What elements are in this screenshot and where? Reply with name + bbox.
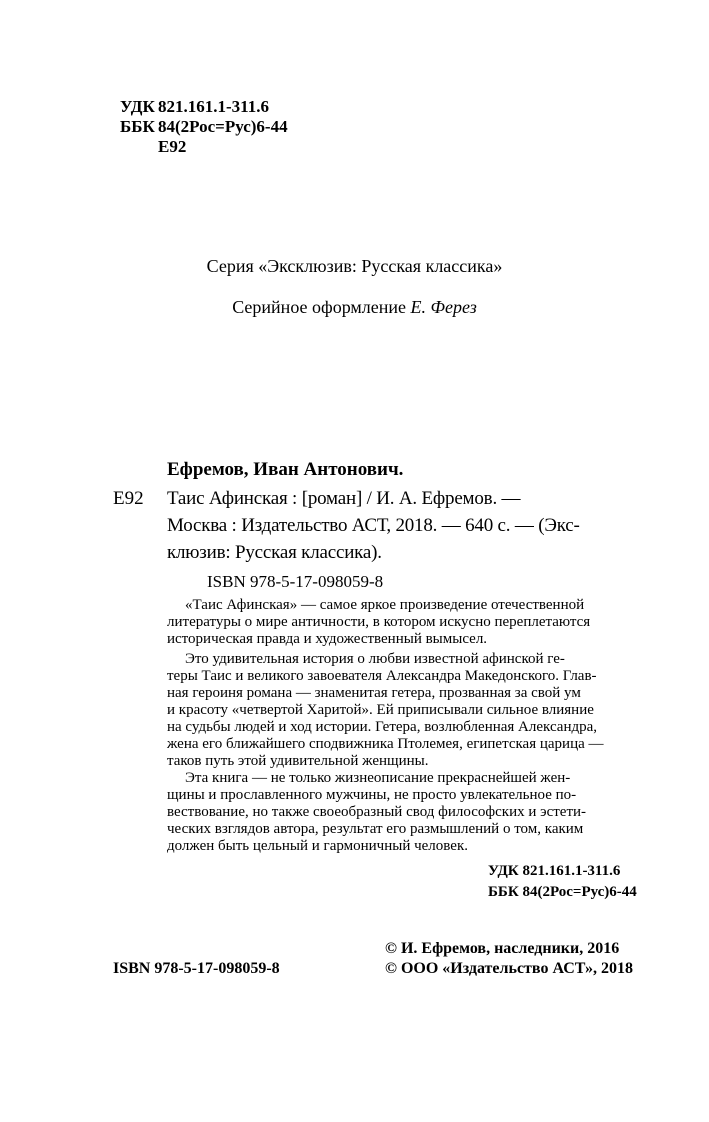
annotation-line: Эта книга — не только жизнеописание прекраснейшей жен- bbox=[185, 770, 571, 786]
author-mark-row bbox=[120, 137, 288, 157]
annotation-line: и красоту «четвертой Харитой». Ей приписывали сильное влияние bbox=[167, 702, 594, 718]
bbk-label: ББК bbox=[120, 117, 155, 136]
footer-udk: УДК 821.161.1-311.6 bbox=[488, 863, 621, 879]
annotation-line: жена его ближайшего сподвижника Птолемея, египетская царица — bbox=[167, 736, 604, 752]
designer-name: Е. Ферез bbox=[410, 297, 477, 317]
udk-row bbox=[120, 97, 288, 117]
annotation-line: ная героиня романа — знаменитая гетера, прозванная за свой ум bbox=[167, 685, 581, 701]
annotation-line: «Таис Афинская» — самое яркое произведение отечественной bbox=[185, 597, 585, 613]
footer-isbn: ISBN 978-5-17-098059-8 bbox=[113, 960, 280, 977]
annotation-line: ческих взглядов автора, результат его размышлений о том, каким bbox=[167, 821, 584, 837]
annotation-line: вествование, но также своеобразный свод философских и эстети- bbox=[167, 804, 587, 820]
annotation-line: Это удивительная история о любви известной афинской ге- bbox=[185, 651, 565, 667]
series-line: Серия «Эксклюзив: Русская классика» bbox=[206, 256, 503, 276]
annotation-line: таков путь этой удивительной женщины. bbox=[167, 753, 429, 769]
design-line bbox=[0, 297, 709, 318]
annotation-line: историческая правда и художественный вымысел. bbox=[167, 631, 488, 647]
author-code: Е92 bbox=[113, 488, 144, 509]
udk-label: УДК bbox=[120, 97, 155, 116]
footer-bbk: ББК 84(2Рос=Рус)6-44 bbox=[488, 884, 637, 900]
isbn-line: ISBN 978-5-17-098059-8 bbox=[207, 572, 384, 591]
classification-block bbox=[120, 97, 288, 157]
biblio-line: клюзив: Русская классика). bbox=[167, 542, 382, 563]
biblio-line: Таис Афинская : [роман] / И. А. Ефремов. — bbox=[167, 488, 521, 509]
bbk-row bbox=[120, 117, 288, 137]
author-heading: Ефремов, Иван Антонович. bbox=[167, 459, 404, 480]
design-prefix: Серийное оформление bbox=[232, 297, 411, 317]
annotation-line: должен быть цельный и гармоничный человек. bbox=[167, 838, 468, 854]
biblio-line: Москва : Издательство АСТ, 2018. — 640 с. — (Экс- bbox=[167, 515, 580, 536]
udk-value: 821.161.1-311.6 bbox=[158, 97, 269, 116]
annotation-line: литературы о мире античности, в котором искусно переплетаются bbox=[167, 614, 591, 630]
copyright-line: © ООО «Издательство АСТ», 2018 bbox=[385, 960, 634, 977]
annotation-line: на судьбы людей и ход истории. Гетера, возлюбленная Александра, bbox=[167, 719, 598, 735]
author-mark: Е92 bbox=[158, 137, 187, 156]
annotation-line: щины и прославленного мужчины, не просто увлекательное по- bbox=[167, 787, 577, 803]
copyright-line: © И. Ефремов, наследники, 2016 bbox=[385, 940, 620, 957]
annotation-line: теры Таис и великого завоевателя Александра Македонского. Глав- bbox=[167, 668, 597, 684]
bbk-value: 84(2Рос=Рус)6-44 bbox=[158, 117, 288, 136]
